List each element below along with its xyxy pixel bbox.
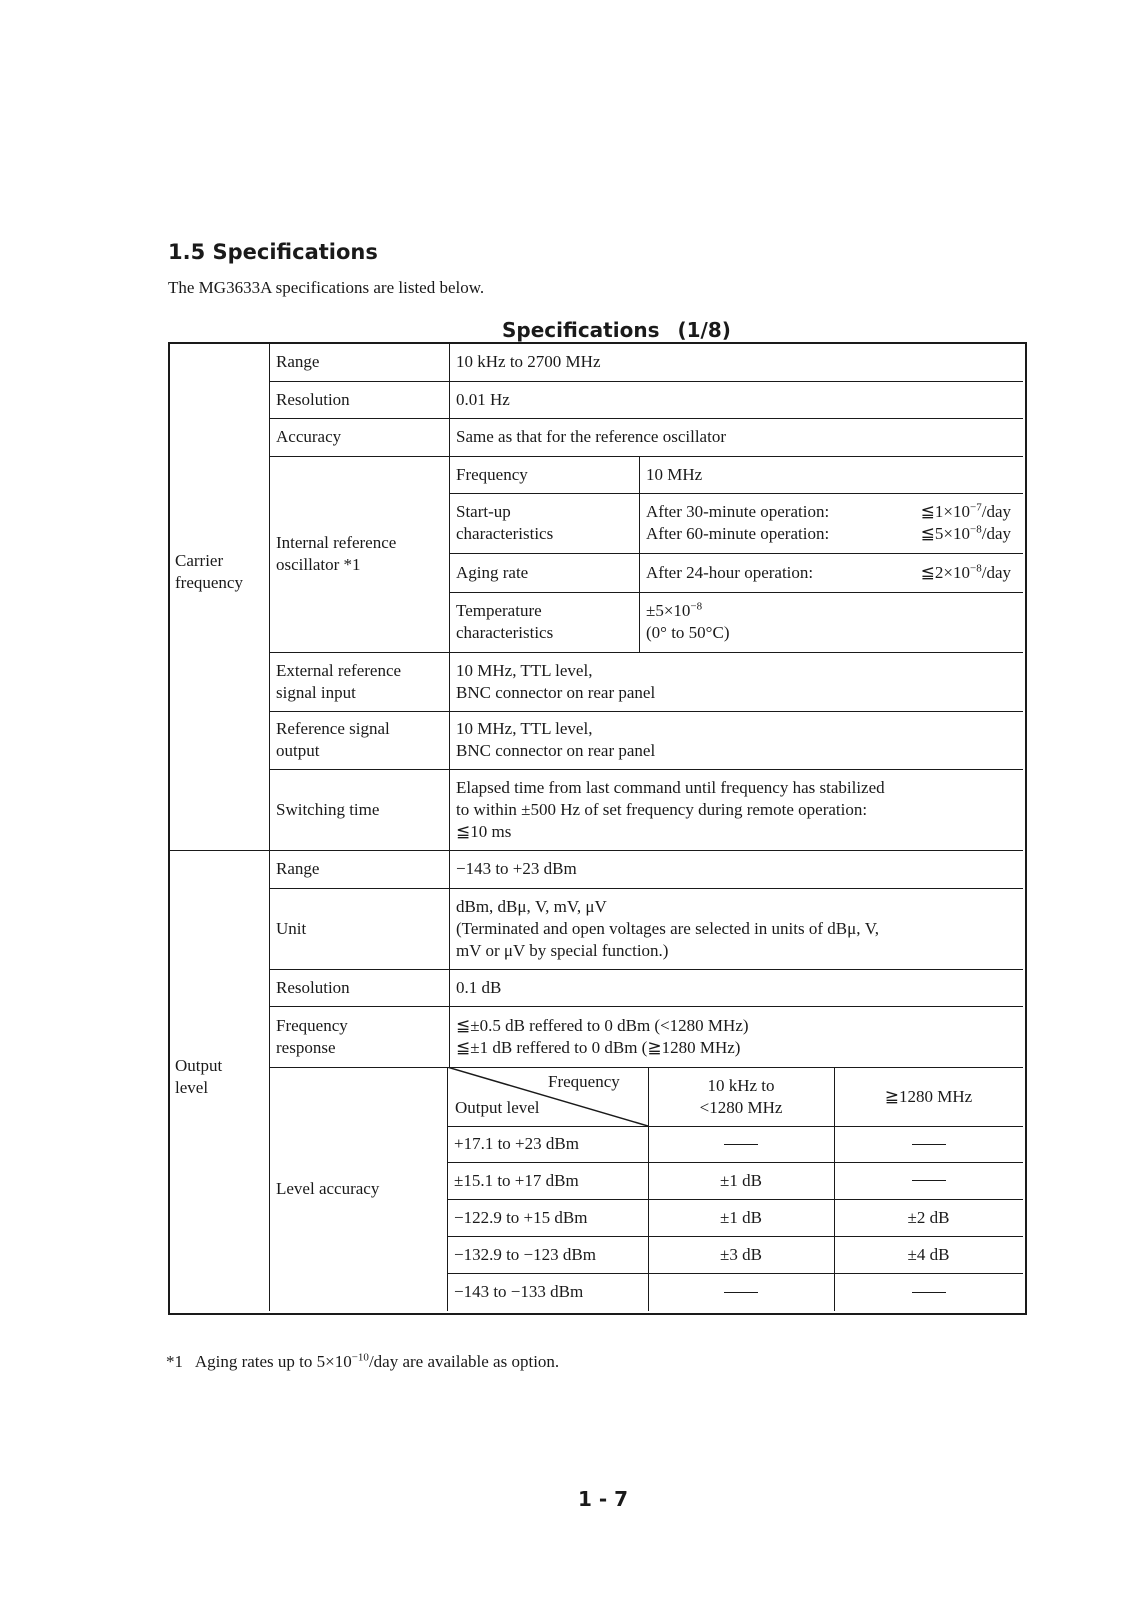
- header-col-below-1280: 10 kHz to <1280 MHz: [699, 1075, 783, 1117]
- table-title-text: Specifications: [502, 318, 660, 342]
- value-temperature-characteristics: [639, 592, 1023, 652]
- label-startup-characteristics: Start-up characteristics: [456, 502, 554, 543]
- value-switching-time: Elapsed time from last command until frequency has stabilized to within ±500 Hz of set frequency during remote operation: ≦10 ms: [456, 777, 885, 841]
- level-row-2: ±15.1 to +17 dBm: [454, 1170, 579, 1190]
- label-accuracy: Accuracy: [276, 427, 342, 446]
- dash-mark: [912, 1292, 946, 1293]
- dash-mark: [912, 1180, 946, 1181]
- label-range: Range: [276, 351, 320, 371]
- dash-mark: [724, 1144, 758, 1145]
- label-external-reference: External reference signal input: [276, 660, 402, 702]
- level-row-4: −132.9 to −123 dBm: [454, 1244, 596, 1264]
- label-output-range: Range: [276, 859, 320, 878]
- startup-line2-value: $≦5\times 10^{-8}$/day: [920, 523, 1011, 543]
- header-col-above-1280: ≧1280 MHz: [884, 1086, 973, 1106]
- startup-line1-value: $≦1\times 10^{-7}$/day: [920, 501, 1011, 521]
- intro-text: The MG3633A specifications are listed below.: [168, 278, 485, 297]
- footnote-text-pre: Aging rates up to 5×10: [194, 1352, 352, 1371]
- table-title: [502, 318, 731, 342]
- dash-mark: [724, 1292, 758, 1293]
- level-row-4-c1: ±3 dB: [720, 1244, 762, 1264]
- label-unit: Unit: [276, 918, 307, 938]
- startup-line2-text: After 60-minute operation:: [646, 524, 830, 543]
- level-row-5-c2: [834, 1273, 1023, 1311]
- value-unit: dBm, dBμ, V, mV, μV (Terminated and open voltages are selected in units of dBμ, V, mV or μV by special function.): [456, 896, 880, 960]
- table-page-indicator: (1/8): [677, 318, 731, 342]
- value-frequency-response: ≦±0.5 dB reffered to 0 dBm (<1280 MHz) ≦±1 dB reffered to 0 dBm (≧1280 MHz): [456, 1015, 749, 1057]
- label-output-resolution: Resolution: [276, 977, 350, 997]
- startup-line1-text: After 30-minute operation:: [646, 502, 830, 521]
- label-aging-rate: Aging rate: [456, 562, 529, 582]
- level-row-1-c1: [648, 1126, 834, 1162]
- label-resolution: Resolution: [276, 389, 350, 409]
- header-frequency: Frequency: [548, 1072, 620, 1091]
- label-reference-signal-output: Reference signal output: [276, 719, 390, 760]
- value-output-resolution: 0.1 dB: [456, 977, 502, 997]
- level-row-2-c1: ±1 dB: [720, 1170, 762, 1190]
- footnote-mark: *1: [166, 1352, 183, 1371]
- label-level-accuracy: Level accuracy: [276, 1179, 380, 1198]
- dash-mark: [912, 1144, 946, 1145]
- page-number: 1 - 7: [578, 1487, 629, 1511]
- level-row-4-c2: ±4 dB: [907, 1244, 950, 1264]
- level-row-3-c1: ±1 dB: [720, 1207, 762, 1227]
- value-range: 10 kHz to 2700 MHz: [456, 351, 601, 371]
- level-row-2-c2: [834, 1162, 1023, 1199]
- temperature-value: $\pm 5\times 10^{-8}$: [646, 600, 703, 620]
- value-startup-characteristics: [639, 493, 1023, 553]
- value-accuracy: Same as that for the reference oscillator: [456, 427, 726, 446]
- group-label-output-level: Output level: [175, 1056, 223, 1097]
- level-row-1-c2: [834, 1126, 1023, 1162]
- value-aging-rate: [639, 553, 1023, 592]
- label-temperature-characteristics: Temperature characteristics: [456, 601, 554, 642]
- footnote-exponent: −10: [351, 1351, 369, 1364]
- label-frequency-response: Frequency response: [276, 1015, 348, 1057]
- header-output-level: Output level: [455, 1098, 540, 1117]
- aging-text: After 24-hour operation:: [646, 562, 814, 582]
- level-row-1: +17.1 to +23 dBm: [454, 1134, 579, 1153]
- value-external-reference: 10 MHz, TTL level, BNC connector on rear panel: [456, 660, 656, 702]
- level-row-3-c2: ±2 dB: [907, 1207, 950, 1227]
- footnote-text-post: /day are available as option.: [368, 1352, 560, 1371]
- temperature-range-note: (0° to 50°C): [646, 623, 730, 642]
- value-osc-frequency: 10 MHz: [646, 464, 703, 484]
- label-switching-time: Switching time: [276, 799, 380, 819]
- value-resolution: 0.01 Hz: [456, 389, 510, 409]
- label-osc-frequency: Frequency: [456, 464, 528, 484]
- group-label-carrier-frequency: Carrier frequency: [175, 551, 243, 592]
- level-row-5-c1: [648, 1273, 834, 1311]
- section-title: 1.5 Specifications: [168, 240, 378, 264]
- aging-value: $≦2\times 10^{-8}$/day: [920, 561, 1011, 582]
- footnote: [166, 1352, 559, 1372]
- level-row-3: −122.9 to +15 dBm: [454, 1207, 588, 1227]
- level-row-5: −143 to −133 dBm: [454, 1282, 584, 1301]
- value-reference-signal-output: 10 MHz, TTL level, BNC connector on rear panel: [456, 719, 656, 760]
- value-output-range: −143 to +23 dBm: [456, 859, 577, 878]
- label-internal-reference-oscillator: Internal reference oscillator *1: [276, 533, 397, 574]
